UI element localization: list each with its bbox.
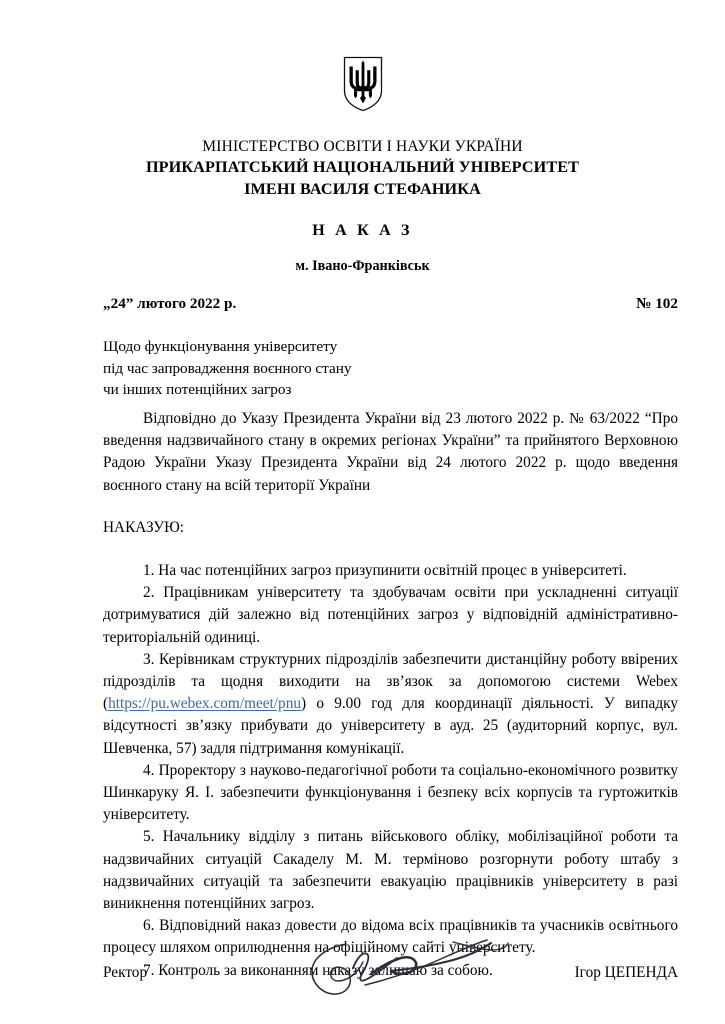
document-subject	[103, 336, 483, 401]
order-item-3-text-after-link: ) о 9.00 год для координації діяльності. У випадку відсутності зв’язку прибувати до університету в ауд. 25 (аудиторний корпус, вул. Шевченка, 57) задля підтримання комунікації.	[103, 695, 678, 757]
subject-line-2: під час запровадження воєнного стану	[103, 359, 352, 377]
order-item-4: 4. Проректору з науково-педагогічної роботи та соціально-економічного розвитку Шинкаруку Я. І. забезпечити функціонування і безпеку всіх корпусів та гуртожитків університету.	[103, 761, 678, 824]
university-name-line-2: ІМЕНІ ВАСИЛЯ СТЕФАНИКА	[244, 179, 481, 198]
webex-meeting-link[interactable]: https://pu.webex.com/meet/pnu	[108, 695, 301, 713]
document-date: „24” лютого 2022 р.	[103, 295, 237, 312]
organization-header	[60, 136, 665, 200]
subject-line-3: чи інших потенційних загроз	[103, 381, 292, 398]
signatory-role: Ректор	[103, 964, 148, 981]
spacer	[103, 497, 678, 517]
university-name-line-1: ПРИКАРПАТСЬКИЙ НАЦІОНАЛЬНИЙ УНІВЕРСИТЕТ	[145, 158, 580, 176]
coat-of-arms-container	[0, 56, 725, 112]
document-meta-row	[103, 295, 678, 313]
order-item-2: 2. Працівникам університету та здобувачам освіти при ускладненні ситуації дотримуватися дій залежно від потенційних загроз у відповідній адміністративно-територіальній одиниці.	[103, 584, 678, 646]
document-number: № 102	[636, 295, 678, 312]
ukraine-trident-icon	[343, 99, 383, 116]
order-item-3	[103, 649, 678, 760]
document-body	[103, 408, 678, 982]
order-verb: НАКАЗУЮ:	[103, 518, 185, 536]
ministry-name: МІНІСТЕРСТВО ОСВІТИ І НАУКИ УКРАЇНИ	[202, 138, 523, 155]
order-item-5: 5. Начальнику відділу з питань військового обліку, мобілізаційної роботи та надзвичайних ситуацій Сакаделу М. М. терміново розгорнути роботу штабу з надзвичайних ситуацій та забезпечити евакуацію працівників університету в разі виникнення потенційних загроз.	[103, 828, 678, 913]
order-item-6: 6. Відповідний наказ довести до відома всіх працівників та учасників освітнього процесу шляхом оприлюднення на офіційному сайті університету.	[103, 917, 678, 957]
document-kind-title: Н А К А З	[312, 222, 413, 239]
preamble-paragraph: Відповідно до Указу Президента України від 23 лютого 2022 р. № 63/2022 “Про введення надзвичайного стану в окремих регіонах України” та прийнятого Верховною Радою України Указу Президента України від 24 лютого 2022 р. щодо введення воєнного стану на всій території України	[103, 410, 678, 494]
signature-row	[103, 964, 678, 982]
spacer	[103, 539, 678, 560]
document-city: м. Івано-Франківськ	[295, 258, 430, 274]
signatory-name: Ігор ЦЕПЕНДА	[574, 964, 678, 981]
order-item-7: 7. Контроль за виконанням наказу залишаю за собою.	[143, 961, 493, 979]
order-item-1: 1. На час потенційних загроз призупинити освітній процес в університеті.	[143, 562, 627, 580]
subject-line-1: Щодо функціонування університету	[103, 338, 338, 355]
order-item-3-text-before-link: 3. Керівникам структурних підрозділів забезпечити дистанційну роботу ввірених підрозділів та щодня виходити на зв’язок за допомогою системи Webex (	[103, 650, 678, 713]
